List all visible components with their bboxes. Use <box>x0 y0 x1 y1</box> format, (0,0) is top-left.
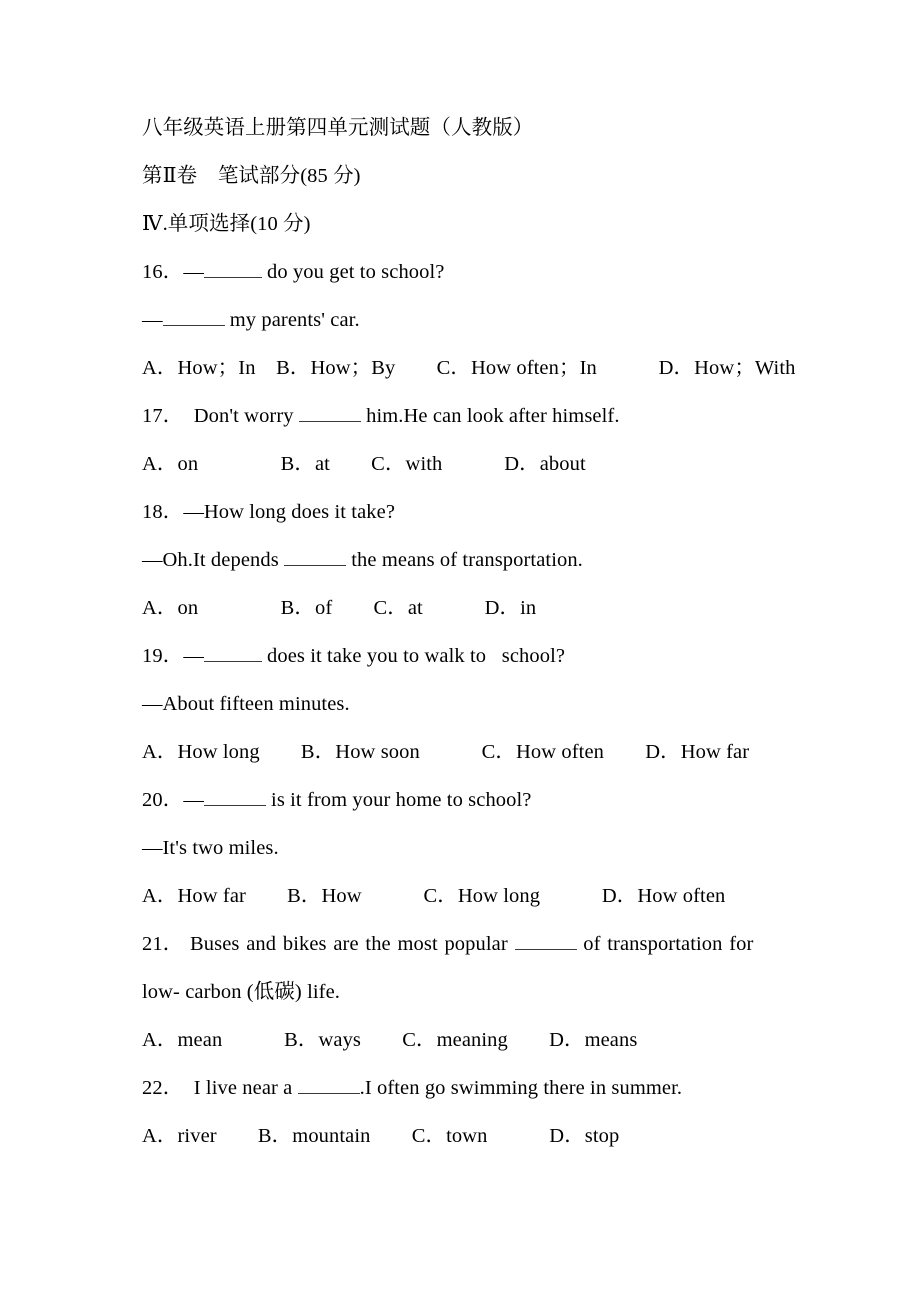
question-17-stem-after: him.He can look after himself. <box>360 405 620 427</box>
question-20-stem-text-2: It's two miles. <box>162 837 279 859</box>
question-19-options[interactable]: A．How long B．How soon C．How often D．How far <box>142 741 750 763</box>
dialogue-dash-icon: — <box>142 549 163 571</box>
answer-blank[interactable] <box>204 277 262 278</box>
question-16-options[interactable]: A．How；In B．How；By C．How often；In D．How；With <box>142 357 796 379</box>
answer-blank[interactable] <box>515 949 577 950</box>
question-20-stem-line-1 <box>142 776 787 824</box>
dialogue-dash-icon: — <box>142 309 163 331</box>
question-19-stem-text-1: does it take you to walk to school? <box>261 645 566 667</box>
question-21-stem-line-2: low- carbon (低碳) life. <box>142 981 341 1003</box>
question-16-stem-line-2 <box>142 296 787 344</box>
document-title: 八年级英语上册第四单元测试题（人教版） <box>142 117 534 139</box>
question-17-stem-before: Don't worry <box>183 405 299 427</box>
question-18-stem-after: the means of transportation. <box>346 549 583 571</box>
question-21-stem-after: of transportation for <box>576 933 754 955</box>
question-19-stem-text-2: About fifteen minutes. <box>162 693 350 715</box>
question-22-stem-line-1 <box>142 1064 787 1112</box>
question-16-stem-text-2: my parents' car. <box>224 309 360 331</box>
question-18-number: 18． <box>142 501 184 523</box>
question-20-number: 20． <box>142 789 184 811</box>
question-22-options[interactable]: A．river B．mountain C．town D．stop <box>142 1125 620 1147</box>
question-18-stem-text-1: How long does it take? <box>203 501 396 523</box>
dialogue-dash-icon: — <box>183 261 204 283</box>
question-22-number: 22． <box>142 1077 184 1099</box>
dialogue-dash-icon: — <box>183 789 204 811</box>
question-22-stem-before: I live near a <box>183 1077 298 1099</box>
dialogue-dash-icon: — <box>142 837 163 859</box>
question-18-stem-line-2 <box>142 536 787 584</box>
question-16-stem-text-1: do you get to school? <box>261 261 445 283</box>
dialogue-dash-icon: — <box>183 501 204 523</box>
question-16-stem-line-1 <box>142 248 787 296</box>
dialogue-dash-icon: — <box>142 693 163 715</box>
question-20-stem-line-2 <box>142 824 787 872</box>
answer-blank[interactable] <box>284 565 346 566</box>
question-19-stem-line-2 <box>142 680 787 728</box>
question-18-stem-before: Oh.It depends <box>162 549 285 571</box>
question-21-stem <box>142 920 787 968</box>
question-17-options[interactable]: A．on B．at C．with D．about <box>142 453 586 475</box>
question-21-options[interactable]: A．mean B．ways C．meaning D．means <box>142 1029 638 1051</box>
part-header: Ⅳ.单项选择(10 分) <box>142 213 311 235</box>
question-17-number: 17． <box>142 405 184 427</box>
question-17-stem-line-1 <box>142 392 787 440</box>
answer-blank[interactable] <box>163 325 225 326</box>
dialogue-dash-icon: — <box>183 645 204 667</box>
question-22-stem-after: .I often go swimming there in summer. <box>359 1077 683 1099</box>
text-column <box>142 104 796 1160</box>
question-20-options[interactable]: A．How far B．How C．How long D．How often <box>142 885 726 907</box>
answer-blank[interactable] <box>299 421 361 422</box>
question-16-number: 16． <box>142 261 184 283</box>
answer-blank[interactable] <box>204 805 266 806</box>
answer-blank[interactable] <box>204 661 262 662</box>
question-21-number-and-text: 21． Buses and bikes are the most popular <box>142 933 515 955</box>
question-20-stem-text-1: is it from your home to school? <box>265 789 532 811</box>
question-19-number: 19． <box>142 645 184 667</box>
question-18-stem-line-1 <box>142 488 787 536</box>
section-header: 第Ⅱ卷 笔试部分(85 分) <box>142 165 361 187</box>
question-18-options[interactable]: A．on B．of C．at D．in <box>142 597 537 619</box>
question-19-stem-line-1 <box>142 632 787 680</box>
answer-blank[interactable] <box>298 1093 360 1094</box>
